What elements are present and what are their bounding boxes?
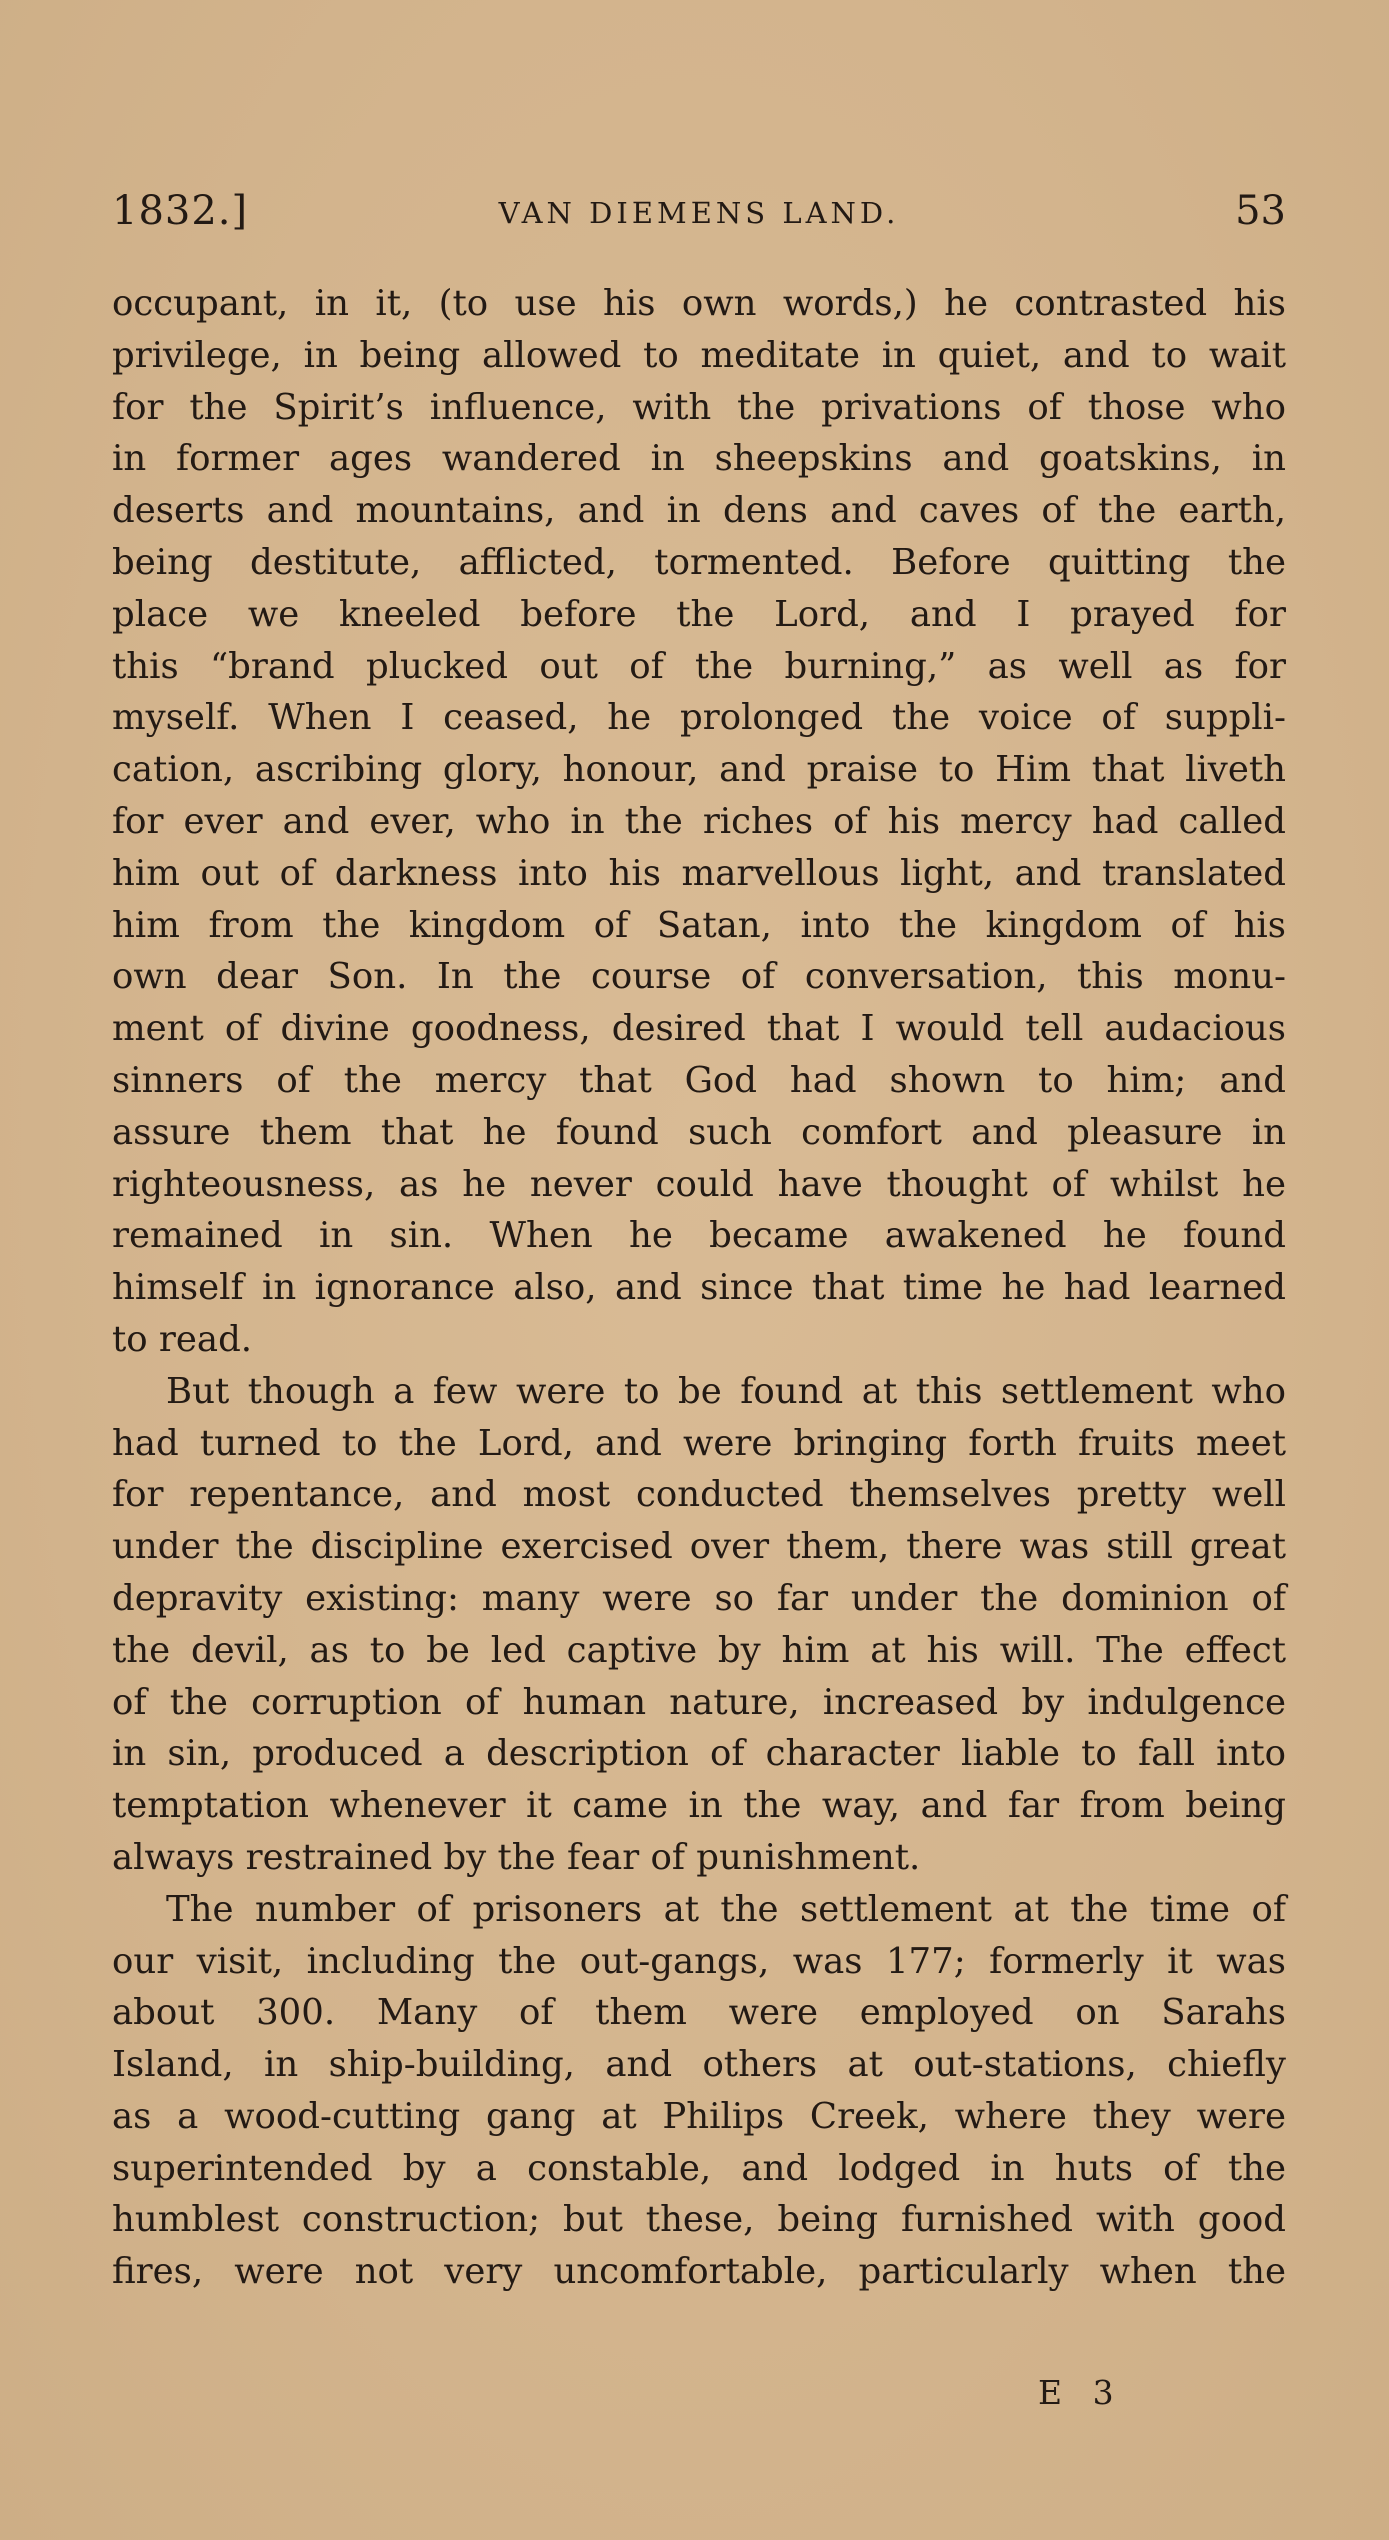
text-line: himself in ignorance also, and since that time he had learned: [112, 1267, 1286, 1309]
running-head: [112, 188, 1286, 248]
text-line: cation, ascribing glory, honour, and praise to Him that liveth: [112, 749, 1286, 791]
text-line: superintended by a constable, and lodged in huts of the: [112, 2147, 1286, 2189]
text-line: ment of divine goodness, desired that I would tell audacious: [112, 1008, 1286, 1050]
text-line: sinners of the mercy that God had shown to him; and: [112, 1059, 1286, 1101]
text-line: temptation whenever it came in the way, and far from being: [112, 1785, 1286, 1827]
text-line: privilege, in being allowed to meditate in quiet, and to wait: [112, 334, 1286, 376]
text-line: him out of darkness into his marvellous light, and translated: [112, 852, 1286, 894]
text-line: to read.: [112, 1318, 253, 1360]
text-line: this “brand plucked out of the burning,” as well as for: [112, 645, 1286, 687]
text-line: place we kneeled before the Lord, and I prayed for: [112, 593, 1286, 635]
page-number: 53: [1235, 188, 1286, 234]
text-line: humblest construction; but these, being furnished with good: [112, 2199, 1286, 2241]
text-line: as a wood-cutting gang at Philips Creek, where they were: [112, 2095, 1286, 2137]
text-line: about 300. Many of them were employed on Sarahs: [112, 1992, 1286, 2034]
text-line: myself. When I ceased, he prolonged the voice of suppli-: [112, 697, 1286, 739]
text-line: own dear Son. In the course of conversation, this monu-: [112, 956, 1286, 998]
text-line: had turned to the Lord, and were bringing forth fruits meet: [112, 1422, 1286, 1464]
text-line: depravity existing: many were so far under the dominion of: [112, 1577, 1286, 1619]
text-line: Island, in ship-building, and others at out-stations, chiefly: [112, 2044, 1286, 2086]
text-line: deserts and mountains, and in dens and caves of the earth,: [112, 490, 1286, 532]
text-line: occupant, in it, (to use his own words,) he contrasted his: [112, 283, 1286, 324]
text-line: in former ages wandered in sheepskins and goatskins, in: [112, 438, 1286, 480]
text-line: being destitute, afflicted, tormented. Before quitting the: [112, 541, 1286, 583]
text-line: under the discipline exercised over them, there was still great: [112, 1526, 1286, 1568]
signature-mark: E 3: [1038, 2373, 1124, 2412]
paragraph-start-line: But though a few were to be found at this settlement who: [166, 1370, 1286, 1412]
text-line: of the corruption of human nature, increased by indulgence: [112, 1681, 1286, 1723]
body-text: [112, 278, 1286, 2298]
text-line: assure them that he found such comfort and pleasure in: [112, 1111, 1286, 1153]
text-line: him from the kingdom of Satan, into the kingdom of his: [112, 904, 1286, 946]
text-line: for ever and ever, who in the riches of his mercy had called: [112, 800, 1286, 842]
text-line: for repentance, and most conducted themselves pretty well: [112, 1474, 1286, 1516]
text-line: in sin, produced a description of character liable to fall into: [112, 1733, 1286, 1775]
text-line: for the Spirit’s influence, with the privations of those who: [112, 386, 1286, 428]
paragraph-start-line: The number of prisoners at the settlement at the time of: [166, 1888, 1286, 1930]
text-line: remained in sin. When he became awakened he found: [112, 1215, 1286, 1257]
text-line: fires, were not very uncomfortable, particularly when the: [112, 2251, 1286, 2293]
text-line: our visit, including the out-gangs, was 177; formerly it was: [112, 1940, 1286, 1982]
text-line: always restrained by the fear of punishment.: [112, 1836, 921, 1878]
text-line: the devil, as to be led captive by him at his will. The effect: [112, 1629, 1286, 1671]
running-head-title: VAN DIEMENS LAND.: [498, 196, 900, 230]
running-head-year: 1832.]: [112, 188, 249, 234]
text-line: righteousness, as he never could have thought of whilst he: [112, 1163, 1286, 1205]
